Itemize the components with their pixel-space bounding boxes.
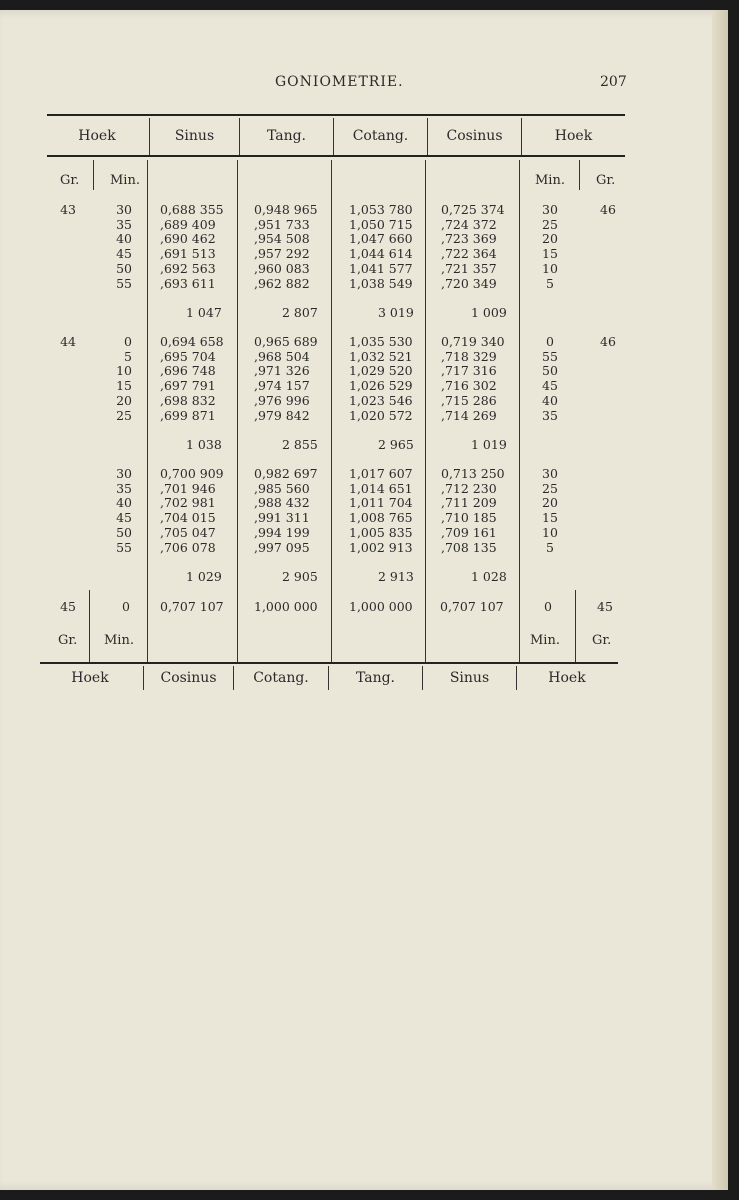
header-hoek-right: Hoek (554, 128, 593, 144)
cell-sinus: 0,688 355 (160, 202, 224, 217)
bottom-rule (40, 662, 618, 664)
cell-min-right: 55 (542, 348, 558, 364)
running-head: GONIOMETRIE. (275, 74, 404, 90)
header-cotang: Cotang. (352, 128, 409, 144)
bottom-min-right: Min. (530, 633, 560, 648)
cell-min: 50 (116, 260, 132, 276)
col-line-gr-min-left-lower (89, 590, 90, 662)
cell-tang: ,976 996 (254, 392, 310, 408)
cell-tang: ,979 842 (254, 407, 310, 423)
cell-min: 0 (124, 334, 132, 349)
cell-cosinus: 0,713 250 (441, 466, 505, 481)
cell-cotang: 1,044 614 (349, 246, 413, 262)
cell-tang: ,997 095 (254, 539, 310, 555)
col-line-2-body (237, 160, 238, 662)
cell-min: 25 (116, 407, 132, 423)
cell-cosinus: ,715 286 (441, 392, 497, 408)
diff-cotang: 2 913 (378, 569, 414, 585)
cell-sinus: ,696 748 (160, 363, 216, 379)
cell-cotang: 1,029 520 (349, 363, 413, 379)
col-line-4-body (425, 160, 426, 662)
cell-tang: ,954 508 (254, 231, 310, 247)
cell-cotang: 1,023 546 (349, 392, 413, 408)
cell-min-right: 10 (542, 260, 558, 276)
cell-sinus: ,689 409 (160, 216, 216, 232)
page-number: 207 (600, 74, 627, 90)
diff-sinus: 1 029 (186, 569, 222, 585)
footer-hoek-right: Hoek (548, 670, 586, 686)
cell-min: 10 (116, 363, 132, 379)
cell-sinus: ,691 513 (160, 246, 216, 262)
cell-cotang: 1,041 577 (349, 260, 413, 276)
cell-min: 30 (116, 466, 132, 481)
cell-gr-left: 44 (60, 334, 76, 349)
diff-cotang: 2 965 (378, 437, 414, 453)
footer-cosinus: Cosinus (160, 670, 217, 686)
cell-gr-right: 46 (600, 334, 616, 349)
footer-sinus: Sinus (449, 670, 490, 686)
cell-tang: ,951 733 (254, 216, 310, 232)
header-sinus: Sinus (174, 128, 215, 144)
cell-min: 5 (124, 348, 132, 364)
cell-min-right: 5 (546, 275, 554, 291)
cell-cotang: 1,008 765 (349, 510, 413, 526)
cell-cosinus: ,724 372 (441, 216, 497, 232)
cell-min: 45 (116, 246, 132, 262)
cell-tang: ,988 432 (254, 495, 310, 511)
cell-min: 40 (116, 231, 132, 247)
cell-min-right: 20 (542, 495, 558, 511)
cell-min: 20 (116, 392, 132, 408)
cell-cosinus: ,710 185 (441, 510, 497, 526)
header-rule (47, 155, 625, 157)
cell-cosinus: ,718 329 (441, 348, 497, 364)
cell-cotang: 1,005 835 (349, 524, 413, 540)
cell-cotang: 1,014 651 (349, 480, 413, 496)
cell-sinus: ,706 078 (160, 539, 216, 555)
cell-cotang: 1,047 660 (349, 231, 413, 247)
footer-tang: Tang. (355, 670, 396, 686)
cell-min: 45 (116, 510, 132, 526)
footer-hoek-left: Hoek (71, 670, 109, 686)
final-sinus: 0,707 107 (160, 599, 224, 614)
cell-sinus: 0,700 909 (160, 466, 224, 481)
cell-cotang: 1,038 549 (349, 275, 413, 291)
cell-cosinus: ,722 364 (441, 246, 497, 262)
cell-sinus: ,692 563 (160, 260, 216, 276)
cell-min-right: 25 (542, 216, 558, 232)
cell-tang: 0,982 697 (254, 466, 318, 481)
subheader-gr-right: Gr. (596, 173, 616, 188)
diff-cosinus: 1 009 (471, 305, 507, 321)
cell-min: 35 (116, 480, 132, 496)
cell-min: 55 (116, 275, 132, 291)
cell-tang: ,971 326 (254, 363, 310, 379)
cell-cotang: 1,011 704 (349, 495, 413, 511)
cell-cosinus: ,721 357 (441, 260, 497, 276)
col-line-5-body (519, 160, 520, 662)
cell-min-right: 45 (542, 378, 558, 394)
cell-cotang: 1,026 529 (349, 378, 413, 394)
cell-min-right: 10 (542, 524, 558, 540)
diff-tang: 2 807 (282, 305, 318, 321)
cell-tang: ,960 083 (254, 260, 310, 276)
cell-sinus: ,702 981 (160, 495, 216, 511)
cell-min: 15 (116, 378, 132, 394)
cell-cosinus: ,717 316 (441, 363, 497, 379)
cell-sinus: ,697 791 (160, 378, 216, 394)
cell-sinus: ,704 015 (160, 510, 216, 526)
final-gr-right: 45 (597, 599, 613, 614)
final-cosinus: 0,707 107 (440, 599, 504, 614)
cell-sinus: ,699 871 (160, 407, 216, 423)
col-line-3-body (331, 160, 332, 662)
cell-tang: ,968 504 (254, 348, 310, 364)
cell-cotang: 1,017 607 (349, 466, 413, 481)
cell-sinus: ,698 832 (160, 392, 216, 408)
diff-tang: 2 905 (282, 569, 318, 585)
col-line-min-gr-right (579, 160, 580, 190)
diff-cosinus: 1 019 (471, 437, 507, 453)
page-edge (712, 10, 728, 1190)
footer-cotang: Cotang. (253, 670, 309, 686)
diff-cotang: 3 019 (378, 305, 414, 321)
cell-min-right: 40 (542, 392, 558, 408)
cell-tang: ,994 199 (254, 524, 310, 540)
cell-cotang: 1,035 530 (349, 334, 413, 349)
cell-min-right: 25 (542, 480, 558, 496)
diff-cosinus: 1 028 (471, 569, 507, 585)
cell-sinus: ,693 611 (160, 275, 216, 291)
diff-sinus: 1 038 (186, 437, 222, 453)
cell-gr-right: 46 (600, 202, 616, 217)
cell-min-right: 50 (542, 363, 558, 379)
cell-cotang: 1,002 913 (349, 539, 413, 555)
cell-min-right: 30 (542, 202, 558, 217)
cell-min: 30 (116, 202, 132, 217)
cell-tang: 0,948 965 (254, 202, 318, 217)
cell-min-right: 20 (542, 231, 558, 247)
header-cosinus: Cosinus (446, 128, 503, 144)
cell-sinus: ,695 704 (160, 348, 216, 364)
cell-min: 55 (116, 539, 132, 555)
top-rule (47, 114, 625, 116)
subheader-gr-left: Gr. (60, 173, 80, 188)
diff-tang: 2 855 (282, 437, 318, 453)
final-min: 0 (122, 599, 130, 614)
col-line-min-gr-right-lower (575, 590, 576, 662)
cell-min-right: 5 (546, 539, 554, 555)
cell-cosinus: ,711 209 (441, 495, 497, 511)
cell-min: 50 (116, 524, 132, 540)
cell-cotang: 1,032 521 (349, 348, 413, 364)
cell-tang: 0,965 689 (254, 334, 318, 349)
cell-min: 35 (116, 216, 132, 232)
final-cotang: 1,000 000 (349, 599, 413, 614)
cell-tang: ,974 157 (254, 378, 310, 394)
cell-cosinus: ,708 135 (441, 539, 497, 555)
bottom-gr-left: Gr. (58, 633, 78, 648)
cell-tang: ,962 882 (254, 275, 310, 291)
cell-cosinus: 0,725 374 (441, 202, 505, 217)
cell-cotang: 1,020 572 (349, 407, 413, 423)
cell-cosinus: ,716 302 (441, 378, 497, 394)
cell-cosinus: ,712 230 (441, 480, 497, 496)
final-min-right: 0 (544, 599, 552, 614)
cell-min-right: 0 (546, 334, 554, 349)
cell-min-right: 15 (542, 246, 558, 262)
cell-sinus: ,690 462 (160, 231, 216, 247)
cell-min-right: 15 (542, 510, 558, 526)
cell-cotang: 1,050 715 (349, 216, 413, 232)
cell-cosinus: ,723 369 (441, 231, 497, 247)
cell-cosinus: 0,719 340 (441, 334, 505, 349)
cell-cosinus: ,709 161 (441, 524, 497, 540)
final-tang: 1,000 000 (254, 599, 318, 614)
cell-gr-left: 43 (60, 202, 76, 217)
bottom-gr-right: Gr. (592, 633, 612, 648)
cell-cosinus: ,714 269 (441, 407, 497, 423)
cell-tang: ,991 311 (254, 510, 310, 526)
subheader-min-right: Min. (535, 173, 565, 188)
cell-cosinus: ,720 349 (441, 275, 497, 291)
col-line-gr-min-left (93, 160, 94, 190)
header-hoek-left: Hoek (78, 128, 116, 144)
final-gr: 45 (60, 599, 76, 614)
cell-min-right: 35 (542, 407, 558, 423)
diff-sinus: 1 047 (186, 305, 222, 321)
header-tang: Tang. (266, 128, 307, 144)
subheader-min-left: Min. (110, 173, 140, 188)
cell-min-right: 30 (542, 466, 558, 481)
cell-sinus: ,705 047 (160, 524, 216, 540)
cell-tang: ,957 292 (254, 246, 310, 262)
cell-tang: ,985 560 (254, 480, 310, 496)
cell-sinus: ,701 946 (160, 480, 216, 496)
col-line-1-body (147, 160, 148, 662)
cell-min: 40 (116, 495, 132, 511)
cell-sinus: 0,694 658 (160, 334, 224, 349)
cell-cotang: 1,053 780 (349, 202, 413, 217)
bottom-min-left: Min. (104, 633, 134, 648)
